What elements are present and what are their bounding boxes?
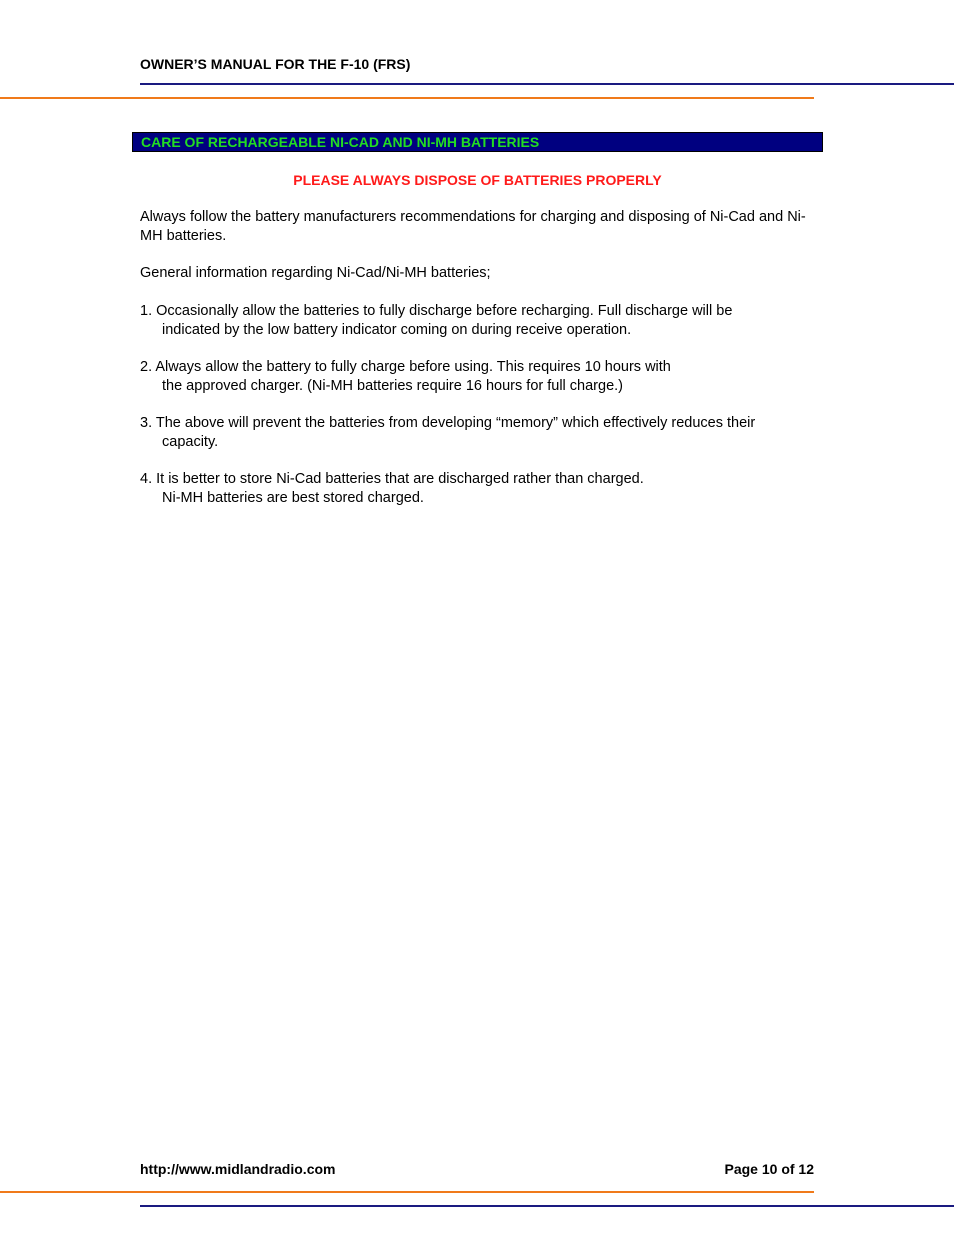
section-heading-bar [132, 132, 823, 152]
manual-title: OWNER’S MANUAL FOR THE F-10 (FRS) [140, 56, 411, 72]
list-item-line: 4. It is better to store Ni-Cad batteries that are discharged rather than charged. [140, 471, 644, 487]
list-item-continuation: Ni-MH batteries are best stored charged. [162, 490, 424, 506]
list-item [140, 414, 820, 452]
section-title: CARE OF RECHARGEABLE NI-CAD AND NI-MH BATTERIES [141, 134, 540, 150]
list-item-line: 3. The above will prevent the batteries from developing “memory” which effectively reduces their [140, 415, 756, 431]
list-item [140, 302, 820, 340]
list-item [140, 358, 820, 396]
list-item-line: 1. Occasionally allow the batteries to fully discharge before recharging. Full discharge will be [140, 303, 733, 319]
list-item-line: 2. Always allow the battery to fully charge before using. This requires 10 hours with [140, 359, 671, 375]
footer-navy-rule [140, 1205, 954, 1207]
page-number: Page 10 of 12 [724, 1161, 814, 1177]
header-navy-rule [140, 83, 954, 85]
footer-orange-rule [0, 1191, 814, 1193]
intro-paragraph: Always follow the battery manufacturers recommendations for charging and disposing of Ni-Cad and Ni-MH batteries. [140, 209, 806, 244]
website-url: http://www.midlandradio.com [140, 1161, 336, 1177]
list-item-continuation: indicated by the low battery indicator coming on during receive operation. [162, 322, 632, 338]
list-item-continuation: the approved charger. (Ni-MH batteries require 16 hours for full charge.) [162, 378, 623, 394]
header-orange-rule [0, 97, 814, 99]
disposal-warning: PLEASE ALWAYS DISPOSE OF BATTERIES PROPERLY [293, 172, 662, 188]
general-info-paragraph: General information regarding Ni-Cad/Ni-MH batteries; [140, 265, 491, 281]
list-item-continuation: capacity. [162, 434, 219, 450]
list-item [140, 470, 820, 508]
